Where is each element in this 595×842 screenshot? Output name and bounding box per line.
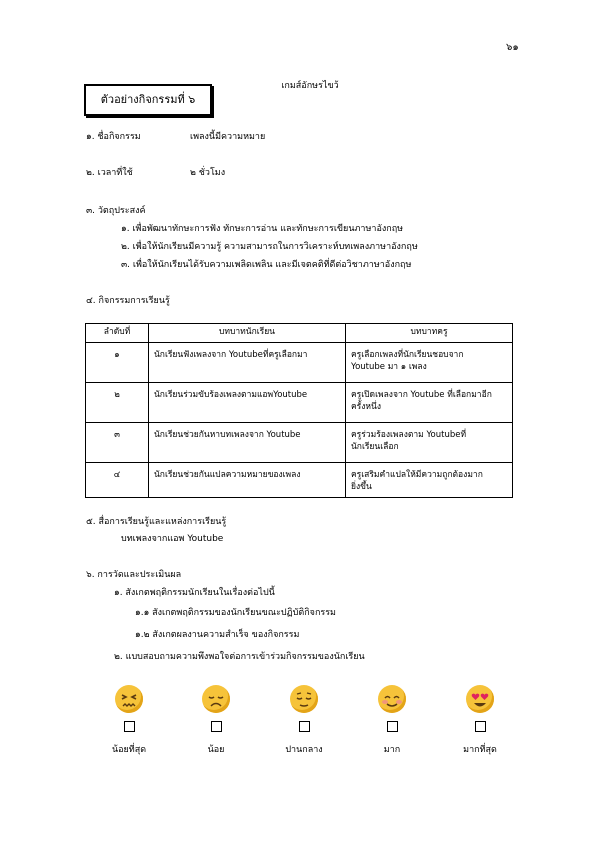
teacher-role-line: ครูเลือกเพลงที่นักเรียนชอบจาก [351, 350, 464, 360]
activity-name-value: เพลงนี้มีความหมาย [190, 132, 266, 142]
rating-checkbox-low[interactable] [211, 721, 222, 732]
row-number: ๑ [86, 343, 149, 383]
teacher-role-line: ครูเสริมคำแปลให้มีความถูกต้องมาก [351, 470, 483, 480]
page-number: ๖๑ [506, 42, 519, 53]
heart-eyes-face-icon [466, 685, 494, 713]
evaluation-label: ๖. การวัดและประเมินผล [86, 570, 182, 580]
rating-checkbox-very-high[interactable] [475, 721, 486, 732]
row-number: ๓ [86, 423, 149, 463]
table-row [86, 343, 513, 383]
student-role-cell: นักเรียนฟังเพลงจาก Youtubeที่ครูเลือกมา [149, 343, 346, 383]
student-role-cell: นักเรียนช่วยกันแปลความหมายของเพลง [149, 463, 346, 498]
disappointed-face-icon [202, 685, 230, 713]
row-number: ๔ [86, 463, 149, 498]
example-activity-box: ตัวอย่างกิจกรรมที่ ๖ [84, 84, 212, 116]
rating-checkbox-high[interactable] [387, 721, 398, 732]
teacher-role-line: Youtube มา ๑ เพลง [351, 362, 427, 372]
evaluation-subitem: ๑.๒ สังเกตผลงานความสำเร็จ ของกิจกรรม [135, 630, 300, 640]
objective-item: ๓. เพื่อให้นักเรียนได้รับความเพลิดเพลิน และมีเจตคติที่ดีต่อวิชาภาษาอังกฤษ [121, 260, 412, 270]
confounded-face-icon [115, 685, 143, 713]
student-role-cell: นักเรียนร่วมขับร้องเพลงตามแอพYoutube [149, 383, 346, 423]
rating-label: มาก [383, 745, 401, 755]
learning-activities-label: ๔. กิจกรรมการเรียนรู้ [86, 296, 170, 306]
duration-label: ๒. เวลาที่ใช้ [86, 168, 133, 178]
objective-item: ๑. เพื่อพัฒนาทักษะการฟัง ทักษะการอ่าน และทักษะการเขียนภาษาอังกฤษ [121, 224, 404, 234]
duration-value: ๒ ชั่วโมง [190, 168, 226, 178]
teacher-role-cell [346, 343, 513, 383]
rating-label: น้อย [207, 745, 225, 755]
media-resources-label: ๕. สื่อการเรียนรู้และแหล่งการเรียนรู้ [86, 517, 227, 527]
smiling-face-icon [378, 685, 406, 713]
evaluation-item: ๒. แบบสอบถามความพึงพอใจต่อการเข้าร่วมกิจกรรมของนักเรียน [114, 652, 365, 662]
table-row [86, 423, 513, 463]
objective-item: ๒. เพื่อให้นักเรียนมีความรู้ ความสามารถในการวิเคราะห์บทเพลงภาษาอังกฤษ [121, 242, 418, 252]
activity-name-label: ๑. ชื่อกิจกรรม [86, 132, 141, 142]
teacher-role-cell [346, 463, 513, 498]
document-title: เกมส์อักษรไขว้ [281, 81, 339, 91]
table-header-row [86, 324, 513, 343]
rating-label: มากที่สุด [463, 745, 497, 755]
relieved-face-icon [290, 685, 318, 713]
column-header-teacher-role: บทบาทครู [346, 324, 513, 343]
rating-checkbox-very-low[interactable] [124, 721, 135, 732]
activities-table [85, 323, 513, 498]
media-resources-value: บทเพลงจากแอพ Youtube [121, 534, 224, 544]
column-header-student-role: บทบาทนักเรียน [149, 324, 346, 343]
teacher-role-line: ยิ่งขึ้น [351, 482, 372, 492]
row-number: ๒ [86, 383, 149, 423]
teacher-role-line: ครูเปิดเพลงจาก Youtube ที่เลือกมาอีก [351, 390, 492, 400]
evaluation-item: ๑. สังเกตพฤติกรรมนักเรียนในเรื่องต่อไปนี้ [114, 588, 275, 598]
table-row [86, 383, 513, 423]
table-row [86, 463, 513, 498]
teacher-role-line: นักเรียนเลือก [351, 442, 399, 452]
rating-checkbox-medium[interactable] [299, 721, 310, 732]
column-header-order: ลำดับที่ [86, 324, 149, 343]
teacher-role-line: ครูร่วมร้องเพลงตาม Youtubeที่ [351, 430, 467, 440]
teacher-role-line: ครั้งหนึ่ง [351, 402, 381, 412]
teacher-role-cell [346, 383, 513, 423]
rating-label: น้อยที่สุด [111, 745, 147, 755]
rating-label: ปานกลาง [285, 745, 323, 755]
objectives-label: ๓. วัตถุประสงค์ [86, 206, 146, 216]
evaluation-subitem: ๑.๑ สังเกตพฤติกรรมของนักเรียนขณะปฏิบัติกิจกรรม [135, 608, 336, 618]
student-role-cell: นักเรียนช่วยกันหาบทเพลงจาก Youtube [149, 423, 346, 463]
teacher-role-cell [346, 423, 513, 463]
